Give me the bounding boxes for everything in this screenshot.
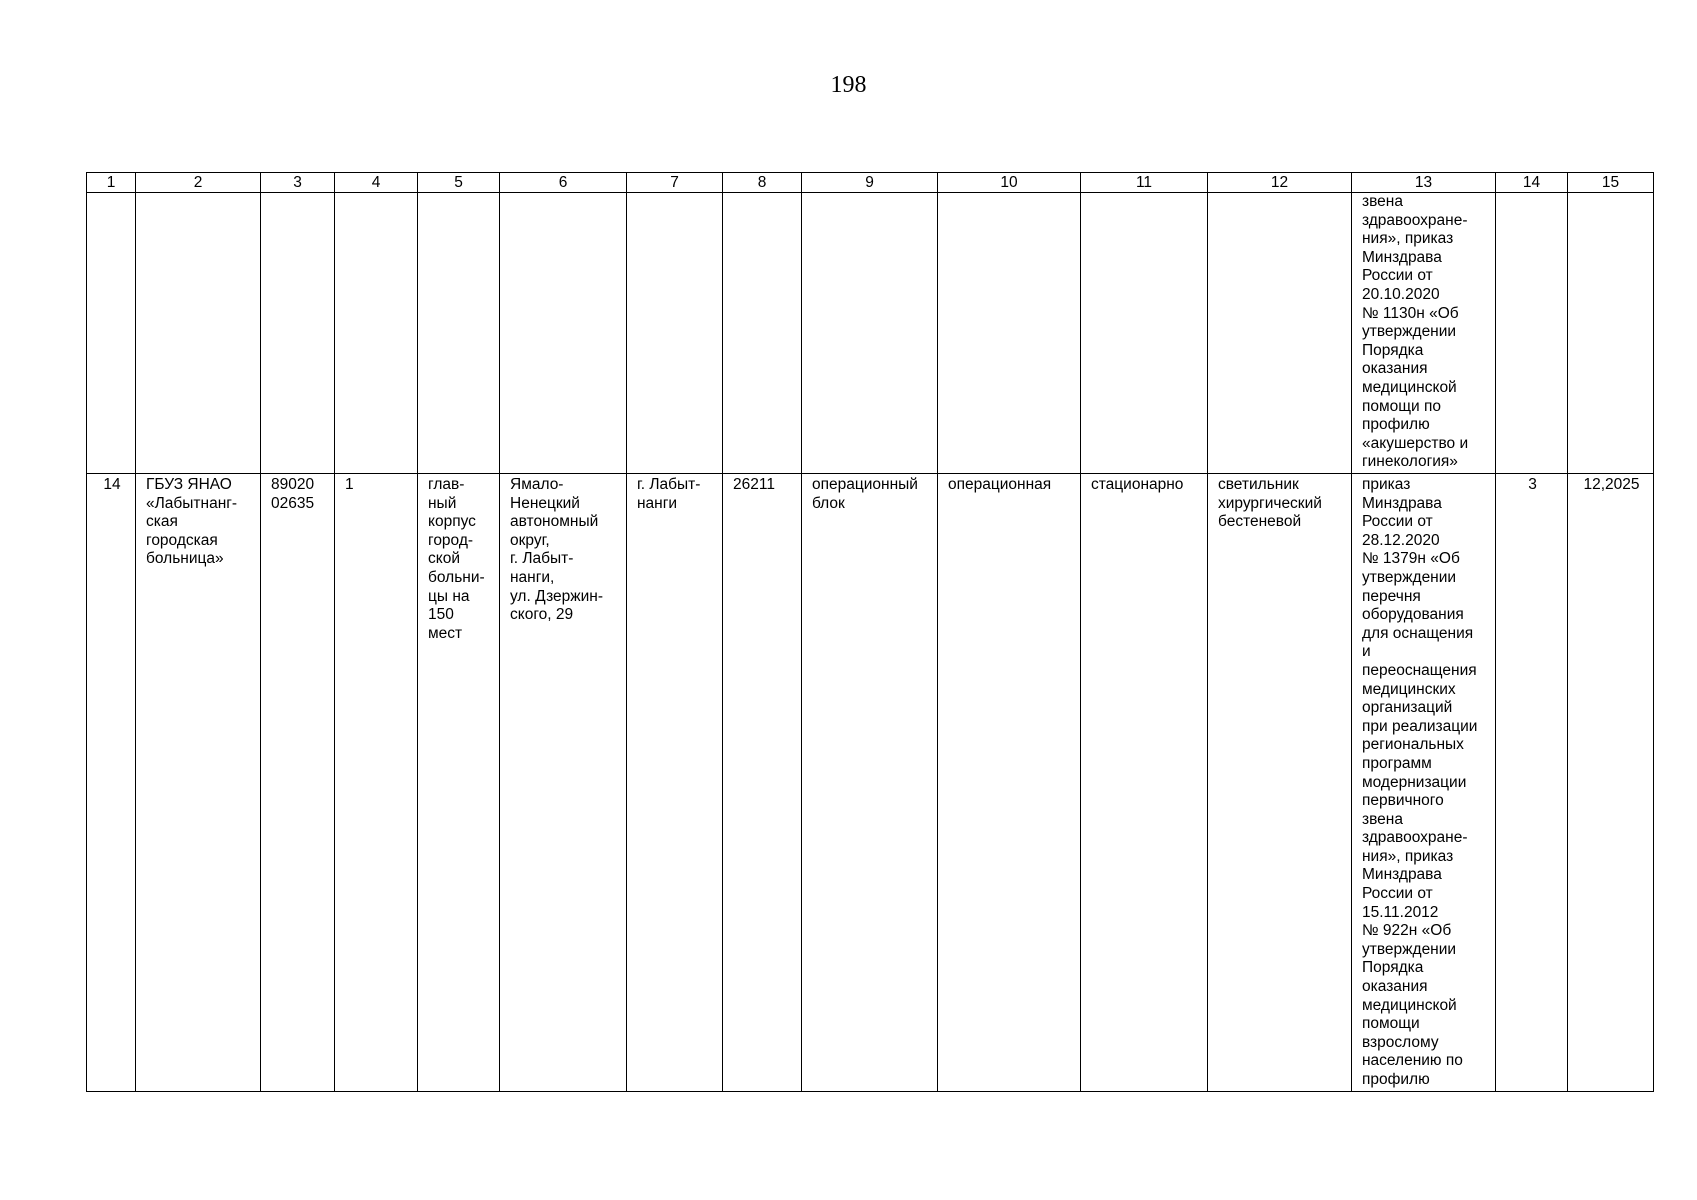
cell-empty	[1208, 193, 1352, 474]
cell-empty	[1496, 193, 1568, 474]
cell-empty	[418, 193, 500, 474]
cell-address: Ямало- Ненецкий автономный округ, г. Лабыт- нанги, ул. Дзержин- ского, 29	[500, 474, 627, 1092]
header-col-9: 9	[802, 173, 938, 193]
header-col-7: 7	[627, 173, 723, 193]
header-col-11: 11	[1081, 173, 1208, 193]
header-col-6: 6	[500, 173, 627, 193]
table-row-continuation	[87, 193, 1654, 474]
cell-empty	[1568, 193, 1654, 474]
header-col-1: 1	[87, 173, 136, 193]
header-col-15: 15	[1568, 173, 1654, 193]
cell-legal-basis-continued: звена здравоохране- ния», приказ Минздрава России от 20.10.2020 № 1130н «Об утверждении Порядка оказания медицинской помощи по профилю «акушерство и гинекология»	[1352, 193, 1496, 474]
cell-col-4: 1	[335, 474, 418, 1092]
header-col-12: 12	[1208, 173, 1352, 193]
cell-unit: операционный блок	[802, 474, 938, 1092]
header-col-8: 8	[723, 173, 802, 193]
cell-empty	[627, 193, 723, 474]
header-col-2: 2	[136, 173, 261, 193]
cell-empty	[335, 193, 418, 474]
cell-quantity: 3	[1496, 474, 1568, 1092]
cell-empty	[500, 193, 627, 474]
cell-city: г. Лабыт- нанги	[627, 474, 723, 1092]
header-col-3: 3	[261, 173, 335, 193]
data-table	[86, 172, 1654, 1092]
cell-date: 12,2025	[1568, 474, 1654, 1092]
header-col-13: 13	[1352, 173, 1496, 193]
header-row	[87, 173, 1654, 193]
cell-code: 26211	[723, 474, 802, 1092]
header-col-10: 10	[938, 173, 1081, 193]
cell-legal-basis: приказ Минздрава России от 28.12.2020 № 1379н «Об утверждении перечня оборудования для оснащения и переоснащения медицинских организаций при реализации региональных программ модернизации первичного звена здравоохране- ния», приказ Минздрава России от 15.11.2012 № 922н «Об утверждении Порядка оказания медицинской помощи взрослому населению по профилю	[1352, 474, 1496, 1092]
cell-empty	[938, 193, 1081, 474]
cell-row-number: 14	[87, 474, 136, 1092]
cell-care-mode: стационарно	[1081, 474, 1208, 1092]
cell-empty	[87, 193, 136, 474]
cell-building: глав- ный корпус город- ской больни- цы на 150 мест	[418, 474, 500, 1092]
cell-empty	[723, 193, 802, 474]
page-number: 198	[830, 72, 867, 98]
header-col-4: 4	[335, 173, 418, 193]
cell-room: операционная	[938, 474, 1081, 1092]
table-row	[87, 474, 1654, 1092]
cell-inn: 89020 02635	[261, 474, 335, 1092]
cell-empty	[1081, 193, 1208, 474]
cell-equipment: светильник хирургический бестеневой	[1208, 474, 1352, 1092]
header-col-14: 14	[1496, 173, 1568, 193]
cell-empty	[802, 193, 938, 474]
cell-empty	[136, 193, 261, 474]
header-col-5: 5	[418, 173, 500, 193]
cell-organization: ГБУЗ ЯНАО «Лабытнанг- ская городская больница»	[136, 474, 261, 1092]
cell-empty	[261, 193, 335, 474]
